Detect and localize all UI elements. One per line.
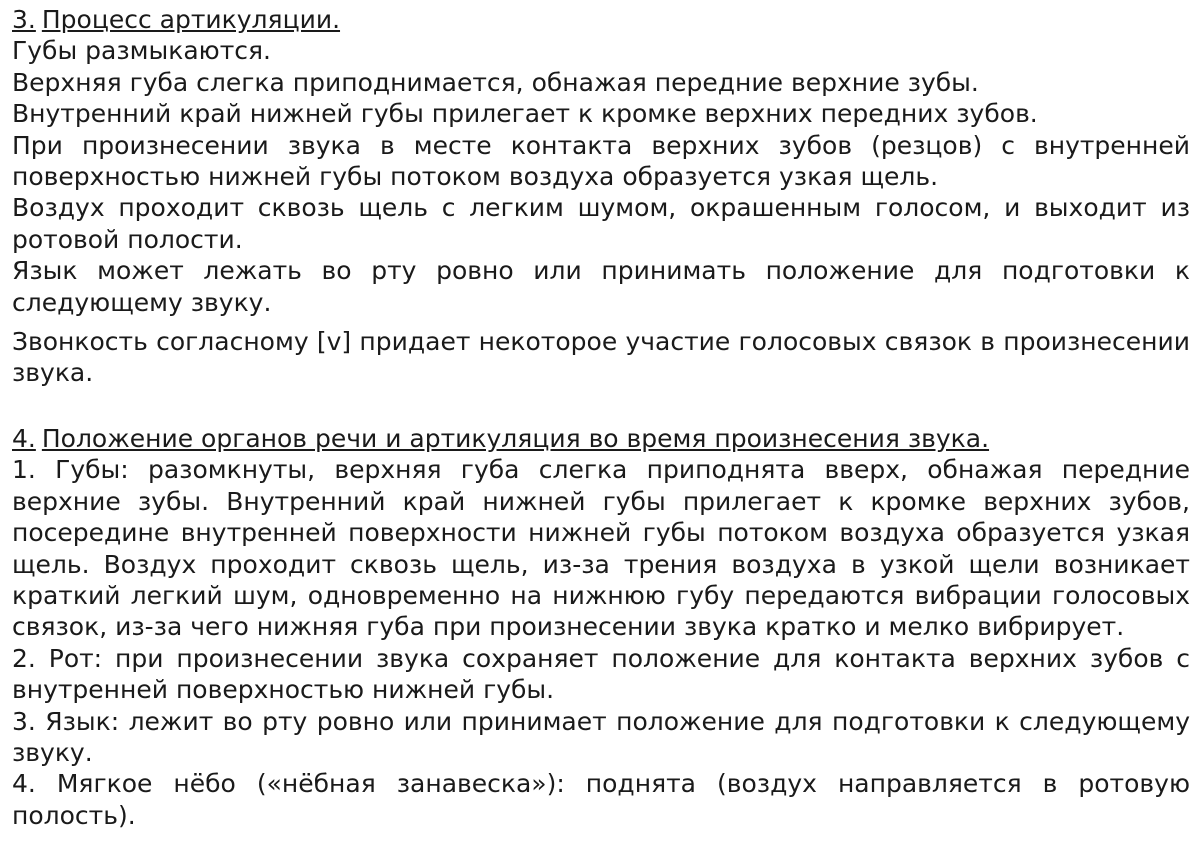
section-4-list-item: 2. Рот: при произнесении звука сохраняет положение для контакта верхних зубов с внутренней поверхностью нижней губы.: [12, 643, 1190, 705]
section-4-list-item: 1. Губы: разомкнуты, верхняя губа слегка приподнята вверх, обнажая передние верхние зубы. Внутренний край нижней губы прилегает к кромке верхних зубов, посередине внутренней поверхности нижней губы потоком воздуха образуется узкая щель. Воздух проходит сквозь щель, из-за трения воздуха в узкой щели возникает краткий легкий шум, одновременно на нижнюю губу передаются вибрации голосовых связок, из-за чего нижняя губа при произнесении звука кратко и мелко вибрирует.: [12, 455, 1190, 642]
section-4-list-item: 3. Язык: лежит во рту ровно или принимает положение для подготовки к следующему звуку.: [12, 706, 1190, 767]
section-3-title: Процесс артикуляции.: [41, 5, 341, 34]
section-3-paragraph: Язык может лежать во рту ровно или принимать положение для подготовки к следующему звуку.: [12, 256, 1190, 317]
section-3-number: 3.: [12, 5, 36, 34]
document-page: [12, 4, 1190, 831]
section-3-paragraph: Звонкость согласному [v] придает некоторое участие голосовых связок в произнесении звука.: [12, 327, 1190, 388]
section-3-heading: [12, 4, 1190, 35]
section-3-paragraph: Верхняя губа слегка приподнимается, обнажая передние верхние зубы.: [12, 67, 979, 97]
section-4-title: Положение органов речи и артикуляция во время произнесения звука.: [41, 423, 990, 453]
section-3-paragraph: При произнесении звука в месте контакта верхних зубов (резцов) с внутренней поверхностью нижней губы потоком воздуха образуется узкая щель.: [12, 130, 1190, 192]
section-4-heading: [12, 423, 1190, 454]
section-3-paragraph: Воздух проходит сквозь щель с легким шумом, окрашенным голосом, и выходит из ротовой полости.: [12, 193, 1190, 254]
section-3-paragraph: Внутренний край нижней губы прилегает к кромке верхних передних зубов.: [12, 99, 1038, 129]
section-3-paragraph: Губы размыкаются.: [12, 36, 271, 66]
section-4-list-item: 4. Мягкое нёбо («нёбная занавеска»): поднята (воздух направляется в ротовую полость).: [12, 769, 1190, 830]
section-4-number: 4.: [12, 423, 36, 453]
